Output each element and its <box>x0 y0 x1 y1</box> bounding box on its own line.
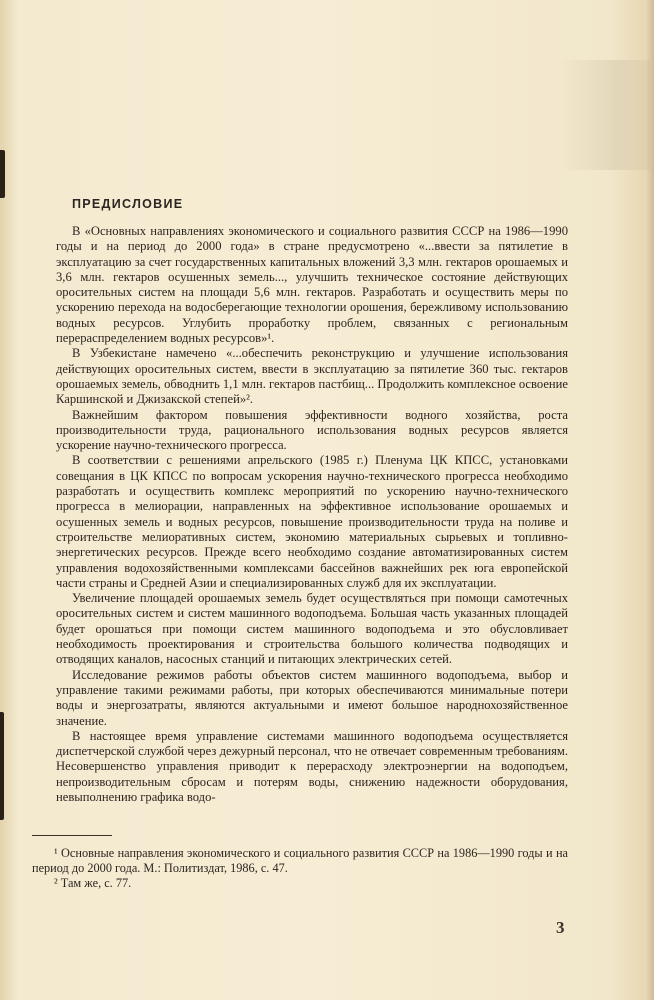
paragraph: В соответствии с решениями апрельского (1985 г.) Пленума ЦК КПСС, установками совещания в ЦК КПСС по вопросам ускорения научно-технического прогресса необходимо разработать и осуществить комплекс мероприятий по ускорению научно-технического прогресса в мелиорации, направленных на эффективное использование орошаемых и осушенных земель и водных ресурсов, повышение производительности труда на поливе и строительстве мелиоративных систем, экономию материальных сырьевых и топливно-энергетических ресурсов. Прежде всего необходимо создание автоматизированных систем управления водохозяйственными комплексами бассейнов важнейших рек юга европейской части страны и Средней Азии и специализированных служб для их эксплуатации. <box>56 453 568 590</box>
paragraph: В настоящее время управление системами машинного водоподъема осуществляется диспетчерской службой через дежурный персонал, что не отвечает современным требованиям. Несовершенство управления приводит к перерасходу электроэнергии на водоподъем, непроизводительным сбросам и потерям воды, снижению надежности оборудования, невыполнению графика водо- <box>56 728 568 804</box>
footnote: ¹ Основные направления экономического и социального развития СССР на 1986—1990 годы и на период до 2000 года. М.: Политиздат, 1986, с. 47. <box>32 846 568 875</box>
preface-section <box>56 190 568 805</box>
preface-heading: ПРЕДИСЛОВИЕ <box>72 197 184 211</box>
show-through-ink <box>560 60 650 170</box>
paragraph: В Узбекистане намечено «...обеспечить реконструкцию и улучшение использования действующих оросительных систем, ввести в эксплуатацию за пятилетие 360 тыс. гектаров орошаемых земель, обводнить 1,1 млн. гектаров пастбищ... Продолжить комплексное освоение Каршинской и Джизакской степей»². <box>56 346 568 407</box>
binding-mark <box>0 712 4 820</box>
paragraph: Исследование режимов работы объектов систем машинного водоподъема, выбор и управление такими режимами работы, при которых обеспечиваются минимальные потери воды и энергозатраты, являются актуальными и имеют большое народнохозяйственное значение. <box>56 667 568 728</box>
paragraph: Важнейшим фактором повышения эффективности водного хозяйства, роста производительности труда, рационального использования водных ресурсов является ускорение научно-технического прогресса. <box>56 407 568 453</box>
binding-mark <box>0 150 5 198</box>
paragraph: Увеличение площадей орошаемых земель будет осуществляться при помощи самотечных оросительных систем и систем машинного водоподъема. Большая часть указанных площадей будет орошаться при помощи систем машинного водоподъема и это обусловливает необходимость проектирования и строительства большого количества подводящих и отводящих каналов, насосных станций и питающих электрических сетей. <box>56 591 568 667</box>
footnote: ² Там же, с. 77. <box>54 876 132 890</box>
footnote-divider <box>32 835 112 836</box>
paragraph: В «Основных направлениях экономического и социального развития СССР на 1986—1990 годы и на период до 2000 года» в стране предусмотрено «...ввести за пятилетие в эксплуатацию за счет государственных капитальных вложений 3,3 млн. гектаров орошаемых и 3,6 млн. гектаров осушенных земель..., улучшить техническое состояние действующих оросительных систем на площади 5,6 млн. гектаров. Разработать и осуществить меры по ускорению перехода на водосберегающие технологии орошения, бережливому использованию водных ресурсов. Углубить проработку проблем, связанных с региональным перераспределением водных ресурсов»¹. <box>56 224 568 346</box>
footnotes <box>32 846 568 891</box>
page-number: 3 <box>556 918 565 937</box>
